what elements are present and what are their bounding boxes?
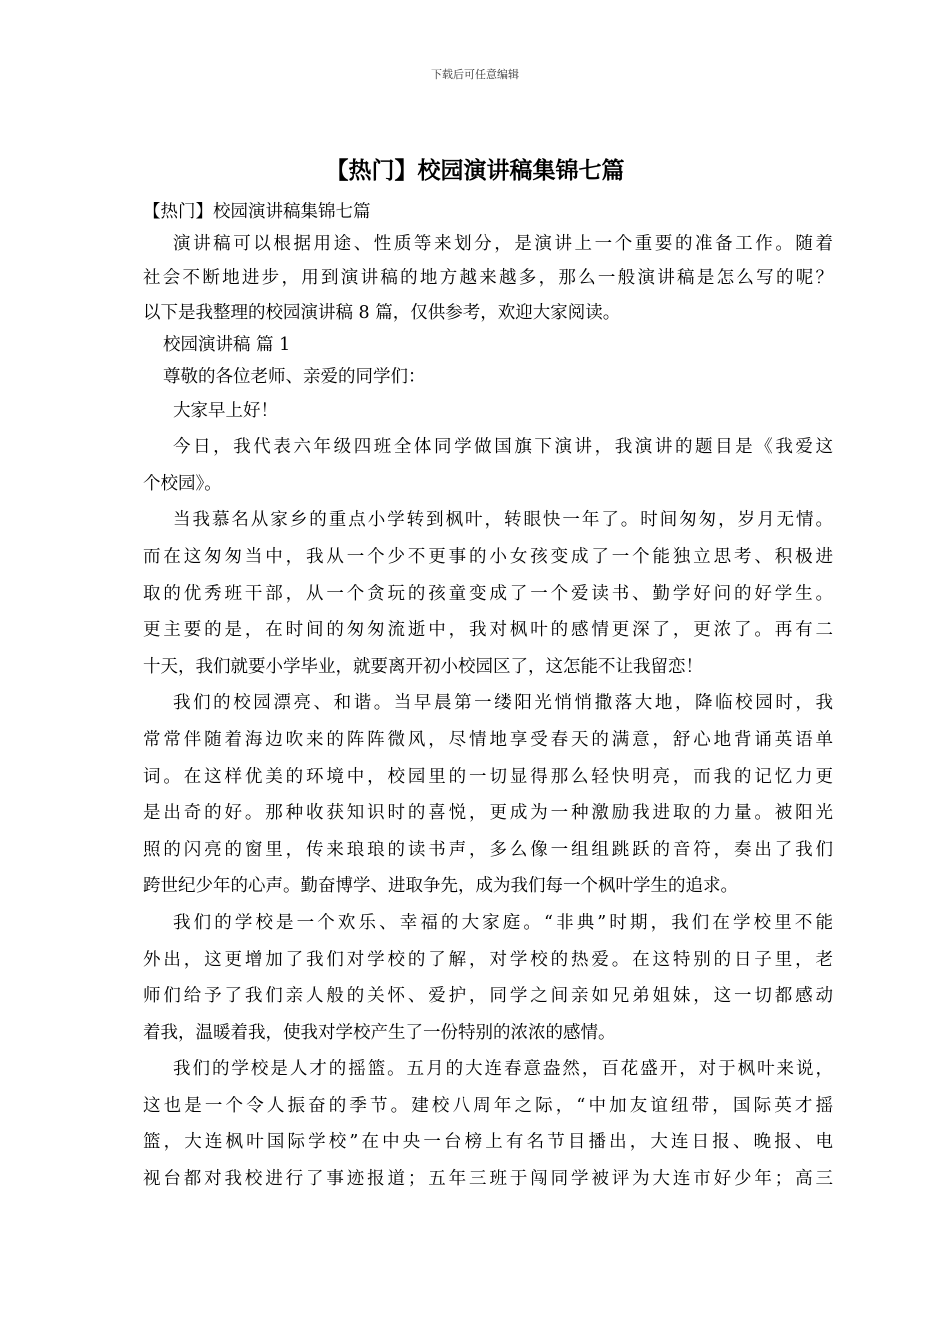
text-line: 个校园》。 [143,473,222,494]
text-line: 照的闪亮的窗里，传来琅琅的读书声，多么像一组组跳跃的音符，奏出了我们 [143,839,833,860]
text-line: 词。在这样优美的环境中，校园里的一切显得那么轻快明亮，而我的记忆力更 [143,766,833,787]
text-line: 我们的学校是一个欢乐、幸福的大家庭。“非典”时期，我们在学校里不能 [173,912,833,933]
text-line: 我们的学校是人才的摇篮。五月的大连春意盎然，百花盛开，对于枫叶来说， [173,1059,833,1080]
text-line: 着我，温暖着我，使我对学校产生了一份特别的浓浓的感情。 [143,1022,616,1043]
text-line: 十天，我们就要小学毕业，就要离开初小校园区了，这怎能不让我留恋！ [143,656,703,677]
text-line: 篮，大连枫叶国际学校”在中央一台榜上有名节目播出，大连日报、晚报、电 [143,1132,833,1153]
text-line: 师们给予了我们亲人般的关怀、爱护，同学之间亲如兄弟姐妹，这一切都感动 [143,986,833,1007]
text-line: 当我慕名从家乡的重点小学转到枫叶，转眼快一年了。时间匆匆，岁月无情。 [173,510,833,531]
text-line: 而在这匆匆当中，我从一个少不更事的小女孩变成了一个能独立思考、积极进 [143,546,833,567]
text-line: 外出，这更增加了我们对学校的了解，对学校的热爱。在这特别的日子里，老 [143,949,833,970]
text-line: 大家早上好！ [173,400,278,421]
text-line: 社会不断地进步，用到演讲稿的地方越来越多，那么一般演讲稿是怎么写的呢？ [143,268,833,288]
text-line: 是出奇的好。那种收获知识时的喜悦，更成为一种激励我进取的力量。被阳光 [143,803,833,824]
document-title: 【热门】校园演讲稿集锦七篇 [325,157,625,184]
page-header-note: 下载后可任意编辑 [431,68,519,81]
document-body [143,196,833,1198]
text-line: 校园演讲稿 篇 1 [163,334,291,355]
text-line: 【热门】校园演讲稿集锦七篇 [143,202,371,222]
text-line: 尊敬的各位老师、亲爱的同学们： [163,366,426,387]
text-line: 我们的校园漂亮、和谐。当早晨第一缕阳光悄悄撒落大地，降临校园时，我 [173,693,833,714]
text-line: 常常伴随着海边吹来的阵阵微风，尽情地享受春天的满意，舒心地背诵英语单 [143,729,833,750]
text-line: 更主要的是，在时间的匆匆流逝中，我对枫叶的感情更深了，更浓了。再有二 [143,620,833,641]
text-line: 取的优秀班干部，从一个贪玩的孩童变成了一个爱读书、勤学好问的好学生。 [143,583,833,604]
text-line: 今日，我代表六年级四班全体同学做国旗下演讲，我演讲的题目是《我爱这 [173,437,833,458]
text-line: 以下是我整理的校园演讲稿 8 篇，仅供参考，欢迎大家阅读。 [143,302,621,323]
text-line: 跨世纪少年的心声。勤奋博学、进取争先，成为我们每一个枫叶学生的追求。 [143,876,738,897]
text-line: 这也是一个令人振奋的季节。建校八周年之际，“中加友谊纽带，国际英才摇 [143,1095,833,1116]
text-line: 演讲稿可以根据用途、性质等来划分，是演讲上一个重要的准备工作。随着 [173,234,833,254]
text-line: 视台都对我校进行了事迹报道；五年三班于闯同学被评为大连市好少年；高三 [143,1169,833,1190]
